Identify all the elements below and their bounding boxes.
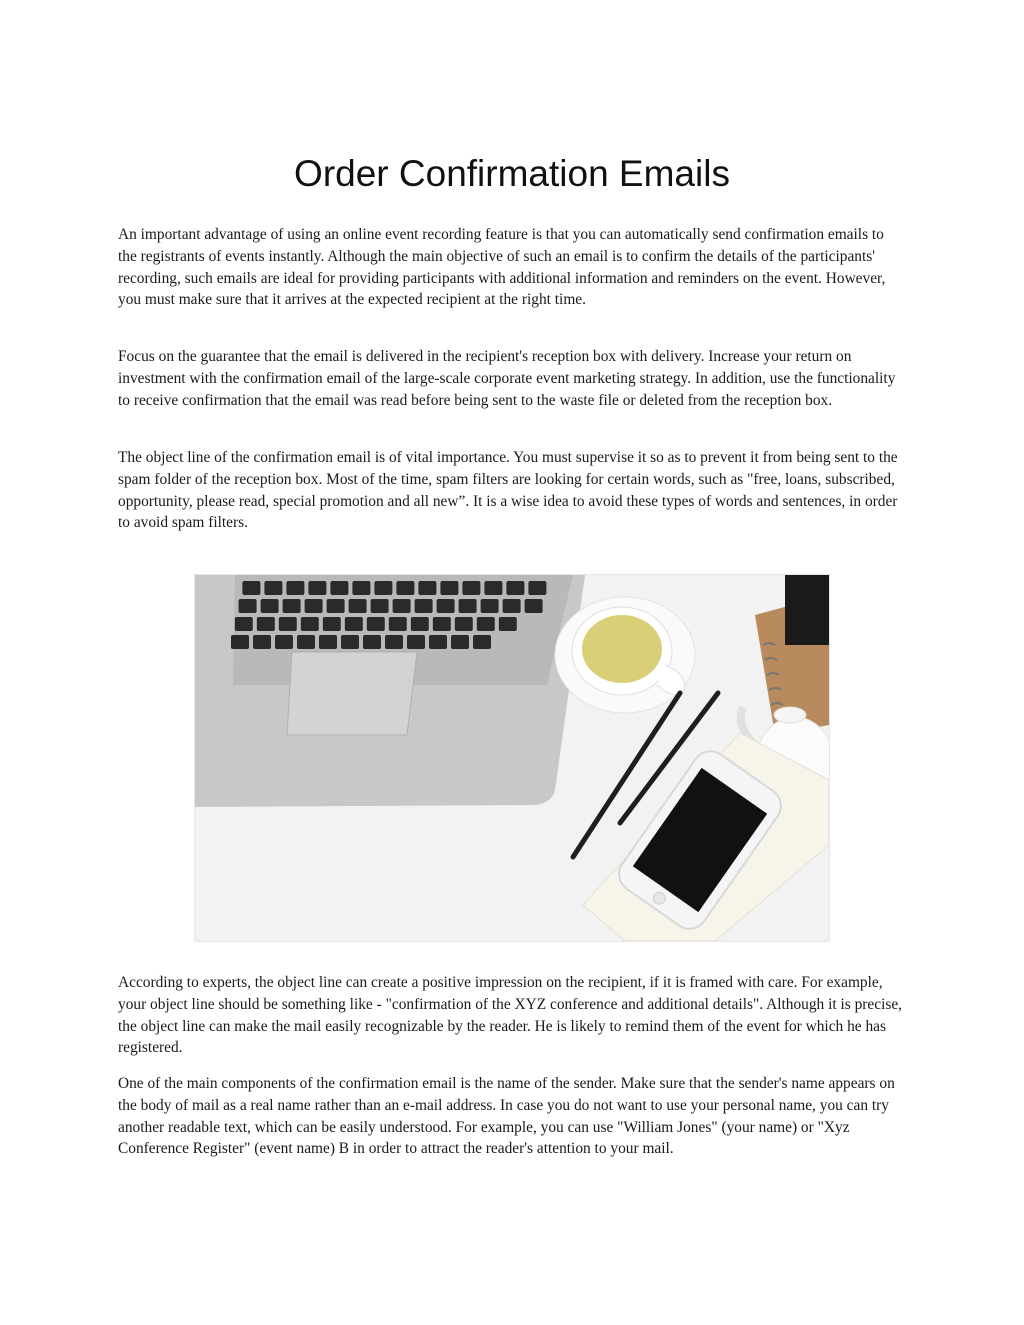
- keyboard-key: [235, 617, 253, 631]
- keyboard-key: [503, 599, 521, 613]
- keyboard-key: [407, 635, 425, 649]
- keyboard-key: [275, 635, 293, 649]
- keyboard-key: [367, 617, 385, 631]
- keyboard-key: [308, 581, 326, 595]
- paragraph-object-line: The object line of the confirmation email is of vital importance. You must supervise it so as to prevent it from being sent to the spam folder of the reception box. Most of the time, spam filters are looking for certain words, such as "free, loans, subscribed, opportunity, please read, special promotion and all new”. It is a wise idea to avoid these types of words and sentences, in order to avoid spam filters.: [118, 449, 898, 532]
- keyboard-key: [257, 617, 275, 631]
- keyboard-key: [341, 635, 359, 649]
- keyboard-key: [297, 635, 315, 649]
- keyboard-key: [374, 581, 392, 595]
- keyboard-key: [459, 599, 477, 613]
- paragraph-sender-name: One of the main components of the confirmation email is the name of the sender. Make sure that the sender's name appears on the body of mail as a real name rather than an e-mail address. In case you do not want to use your personal name, you can try another readable text, which can be easily understood. For example, you can use "William Jones" (your name) or "Xyz Conference Register" (event name) B in order to attract the reader's attention to your mail.: [118, 1075, 895, 1158]
- desk-photo: [194, 574, 830, 942]
- keyboard-key: [323, 617, 341, 631]
- page-title: Order Confirmation Emails: [294, 153, 730, 194]
- keyboard-key: [418, 581, 436, 595]
- keyboard-key: [484, 581, 502, 595]
- paragraph-positive-impression: According to experts, the object line can create a positive impression on the recipient, if it is framed with care. For example, your object line should be something like - "confirmation of the XYZ conference and additional details". Although it is precise, the object line can make the mail easily recognizable by the reader. He is likely to remind them of the event for which he has registered.: [118, 974, 903, 1057]
- keyboard-key: [462, 581, 480, 595]
- desk-illustration: [195, 575, 829, 941]
- keyboard-key: [440, 581, 458, 595]
- keyboard-key: [319, 635, 337, 649]
- keyboard-key: [429, 635, 447, 649]
- keyboard-key: [393, 599, 411, 613]
- keyboard-key: [330, 581, 348, 595]
- keyboard-key: [305, 599, 323, 613]
- keyboard-key: [363, 635, 381, 649]
- keyboard-key: [283, 599, 301, 613]
- tea-cup-illustration: [555, 597, 695, 713]
- keyboard-key: [499, 617, 517, 631]
- keyboard-key: [411, 617, 429, 631]
- keyboard-key: [481, 599, 499, 613]
- keyboard-key: [345, 617, 363, 631]
- keyboard-key: [286, 581, 304, 595]
- keyboard-key: [415, 599, 433, 613]
- keyboard-key: [528, 581, 546, 595]
- keyboard-key: [349, 599, 367, 613]
- keyboard-key: [477, 617, 495, 631]
- keyboard-key: [352, 581, 370, 595]
- keyboard-key: [455, 617, 473, 631]
- keyboard-key: [385, 635, 403, 649]
- keyboard-key: [473, 635, 491, 649]
- keyboard-key: [242, 581, 260, 595]
- keyboard-key: [239, 599, 257, 613]
- keyboard-key: [301, 617, 319, 631]
- keyboard-key: [525, 599, 543, 613]
- keyboard-key: [396, 581, 414, 595]
- keyboard-key: [371, 599, 389, 613]
- keyboard-key: [231, 635, 249, 649]
- keyboard-key: [451, 635, 469, 649]
- keyboard-key: [253, 635, 271, 649]
- keyboard-key: [433, 617, 451, 631]
- keyboard-key: [389, 617, 407, 631]
- keyboard-key: [261, 599, 279, 613]
- keyboard-key: [506, 581, 524, 595]
- laptop-illustration: [195, 575, 585, 807]
- paragraph-delivery: Focus on the guarantee that the email is delivered in the recipient's reception box with delivery. Increase your return on investment with the confirmation email of the large-scale corporate event marketing strategy. In addition, use the functionality to receive confirmation that the email was read before being sent to the waste file or deleted from the reception box.: [118, 348, 896, 409]
- keyboard-key: [264, 581, 282, 595]
- paragraph-intro: An important advantage of using an online event recording feature is that you can automatically send confirmation emails to the registrants of events instantly. Although the main objective of such an email is to confirm the details of the participants' recording, such emails are ideal for providing participants with additional information and reminders on the event. However, you must make sure that it arrives at the expected recipient at the right time.: [118, 226, 886, 309]
- keyboard-key: [437, 599, 455, 613]
- keyboard-key: [327, 599, 345, 613]
- keyboard-key: [279, 617, 297, 631]
